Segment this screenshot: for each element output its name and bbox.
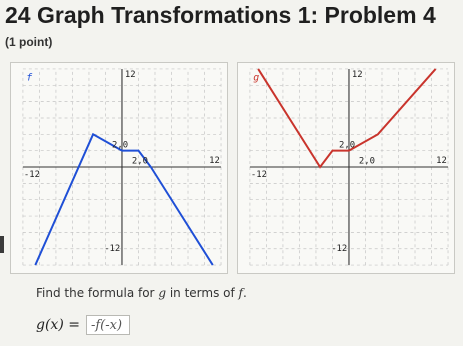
graph-f xyxy=(10,62,228,274)
graph-f-y-min-label: -12 xyxy=(104,244,121,255)
side-marker xyxy=(0,236,4,253)
graph-g-x-max-label: 12 xyxy=(436,155,447,166)
graph-g xyxy=(237,62,455,274)
graph-g-origin-label: 2,0 xyxy=(358,156,375,167)
answer-lhs: g(x) = xyxy=(36,317,80,333)
question-text-middle: in terms of xyxy=(166,286,239,300)
problem-title: 24 Graph Transformations 1: Problem 4 xyxy=(5,2,436,28)
question-var-f: f xyxy=(238,286,243,300)
question-prompt xyxy=(36,286,247,300)
graph-f-x-min-label: -12 xyxy=(23,169,40,180)
question-var-g: g xyxy=(158,286,166,300)
graph-g-y-max-label: 12 xyxy=(351,70,363,81)
graph-f-y-max-label: 12 xyxy=(124,70,136,81)
graph-g-name-label: g xyxy=(253,72,260,84)
graph-f-point-label: 2,0 xyxy=(112,140,129,151)
graph-f-name-label: f xyxy=(26,72,33,84)
question-text-before: Find the formula for xyxy=(36,286,159,300)
graph-g-canvas xyxy=(238,63,454,273)
graph-g-point-label: 2,0 xyxy=(339,140,356,151)
graph-g-x-min-label: -12 xyxy=(250,169,267,180)
problem-points: (1 point) xyxy=(5,35,53,49)
answer-row xyxy=(36,314,130,336)
question-text-after: . xyxy=(242,286,247,300)
graph-f-x-max-label: 12 xyxy=(209,155,220,166)
answer-input[interactable]: -f(-x) xyxy=(86,315,130,335)
graph-f-canvas xyxy=(11,63,227,273)
graph-f-origin-label: 2,0 xyxy=(131,156,148,167)
graph-g-y-min-label: -12 xyxy=(331,244,348,255)
